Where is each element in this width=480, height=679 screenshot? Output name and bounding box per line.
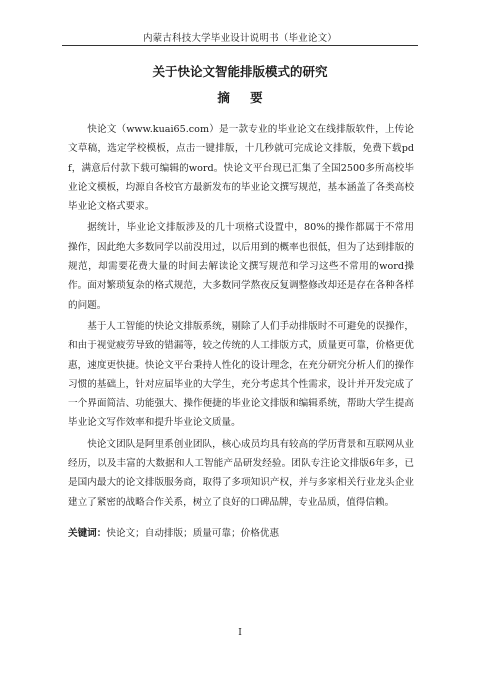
abstract-paragraph: 快论文（www.kuai65.com）是一款专业的毕业论文在线排版软件，上传论文草稿，选定学校模板，点击一键排版，十几秒就可完成论文排版，免费下载pdf，满意后付款下载可编辑的word。快论文平台现已汇集了全国2500多所高校毕业论文模板，均源自各校官方最新发布的毕业论文撰写规范，基本涵盖了各类高校毕业论文格式要求。 (68, 124, 414, 213)
page-title: 关于快论文智能排版模式的研究 (152, 64, 328, 79)
abstract-paragraph: 据统计，毕业论文排版涉及的几十项格式设置中，80%的操作都属于不常用操作，因此绝大多数同学以前没用过，以后用到的概率也很低，但为了达到排版的规范，却需要花费大量的时间去解读论文撰写规范和学习这些不常用的word操作。面对繁琐复杂的格式规范，大多数同学熬夜反复调整修改却还是存在各种各样的问题。 (68, 222, 414, 311)
keywords-line (68, 524, 414, 543)
running-header: 内蒙古科技大学毕业设计说明书（毕业论文） (142, 33, 337, 44)
page-number: I (238, 628, 242, 638)
abstract-heading: 摘 要 (217, 90, 271, 105)
abstract-paragraph: 快论文团队是阿里系创业团队，核心成员均具有较高的学历背景和互联网从业经历，以及丰富的大数据和人工智能产品研发经验。团队专注论文排版6年多，已是国内最大的论文排版服务商，取得了多项知识产权，并与多家相关行业龙头企业建立了紧密的战略合作关系，树立了良好的口碑品牌，专业品质，值得信赖。 (68, 438, 414, 508)
keywords-label: 关键词： (68, 527, 107, 539)
header-rule (62, 45, 418, 46)
abstract-paragraph: 基于人工智能的快论文排版系统，剔除了人们手动排版时不可避免的误操作，和由于视觉疲劳导致的错漏等，较之传统的人工排版方式，质量更可靠，价格更优惠，速度更快捷。快论文平台秉持人性化的设计理念，在充分研究分析人们的操作习惯的基础上，针对应届毕业的大学生，充分考虑其个性需求，设计并开发完成了一个界面简洁、功能强大、操作便捷的毕业论文排版和编辑系统，帮助大学生提高毕业论文写作效率和提升毕业论文质量。 (68, 320, 414, 429)
abstract-body (68, 120, 414, 543)
keywords-text: 快论文；自动排版；质量可靠；价格优惠 (106, 527, 280, 539)
